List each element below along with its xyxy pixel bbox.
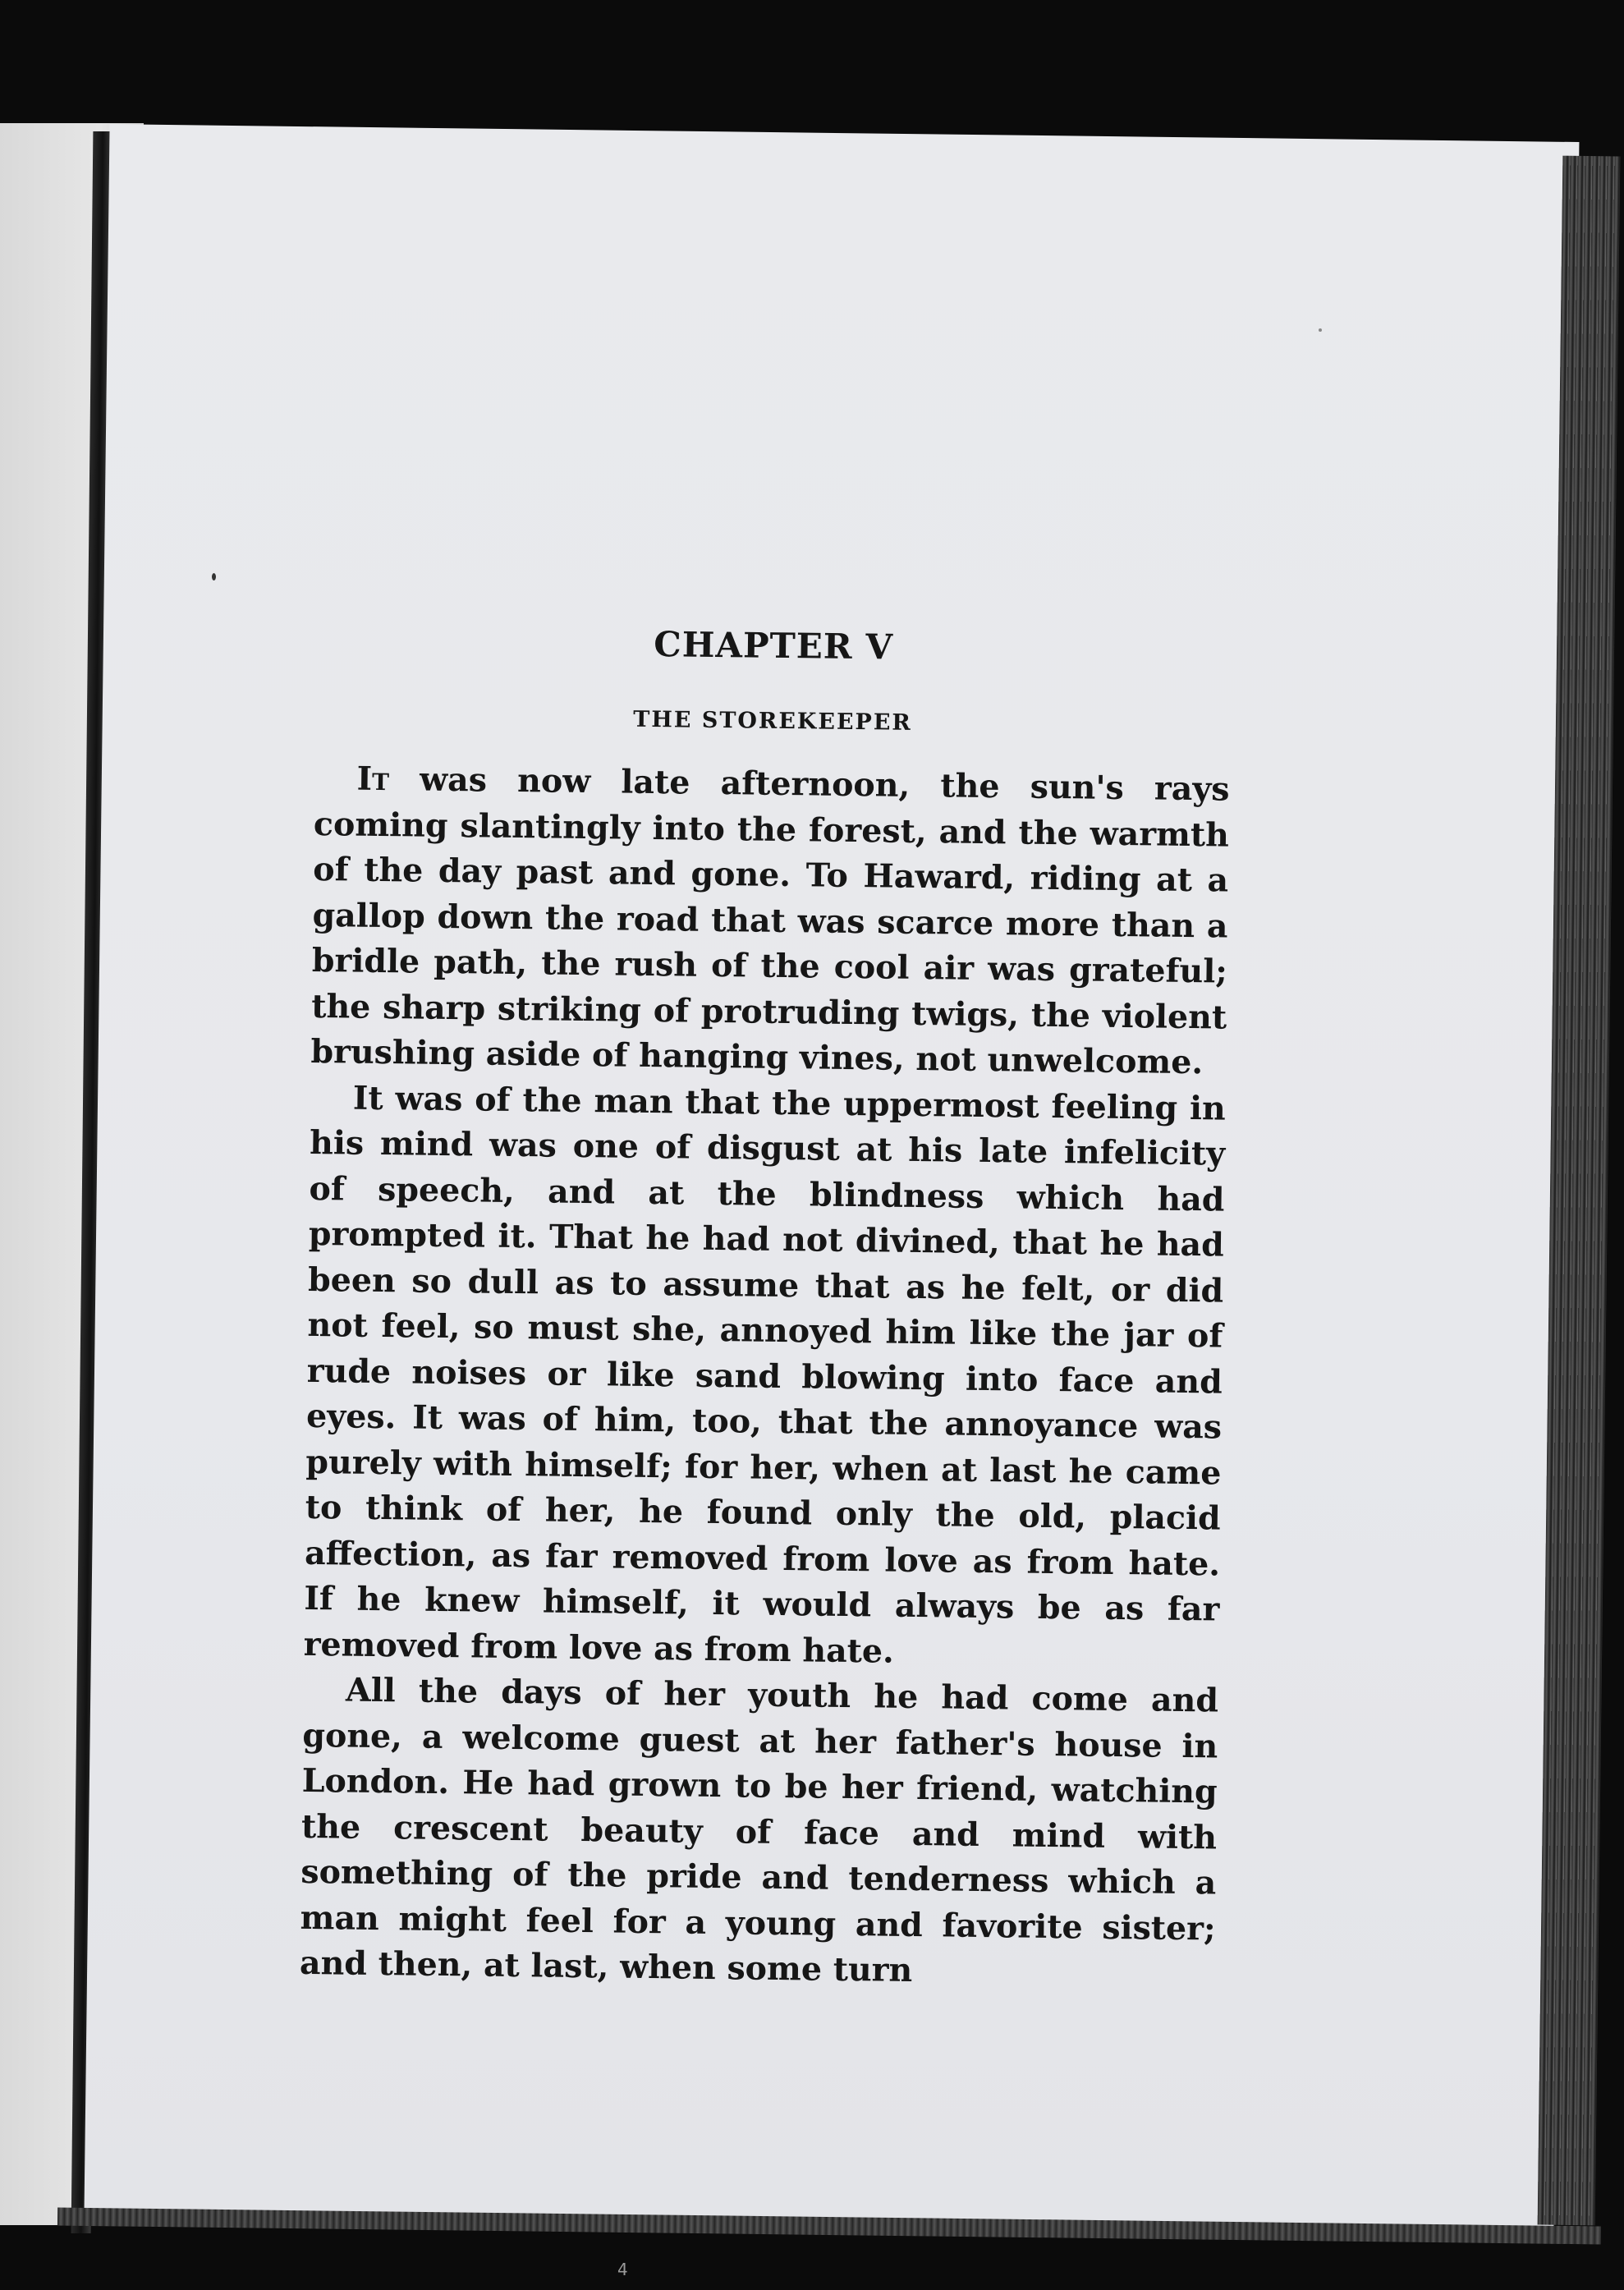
paragraph-text: was now late afternoon, the sun's rays coming slantingly into the forest, and the warmth of the day past and gone. To Haward, riding at a gallop down the road that was scarce more than a bridle path, the rush of the cool air was grateful; the sharp striking of protruding twigs, the violent brushing aside of hanging vines, not unwelcome. (310, 760, 1230, 1082)
dust-speck (1319, 328, 1322, 332)
paragraph-text: It was of the man that the uppermost feeling in his mind was one of disgust at his late infelicity of speech, and at the blindness which had prompted it. That he had not divined, that he had been so dull as to assume that as he felt, or did not feel, so must she, annoyed him like the jar of rude noises or like sand blowing into face and eyes. It was of him, too, that the annoyance was purely with himself; for her, when at last he came to think of her, he found only the old, placid affection, as far removed from love as from hate. If he knew himself, it would always be as far removed from love as from hate. (303, 1079, 1227, 1671)
dust-speck (212, 573, 216, 581)
chapter-title: CHAPTER V (654, 624, 894, 668)
drop-lead-word: It (356, 760, 390, 799)
page-text (300, 620, 1232, 1998)
paragraph (300, 1668, 1219, 1998)
paragraph (310, 756, 1230, 1086)
footer-mark: 4 (617, 2260, 628, 2279)
paragraph (303, 1075, 1226, 1678)
chapter-subtitle: THE STOREKEEPER (633, 706, 913, 736)
paragraph-text: All the days of her youth he had come and gone, a welcome guest at her father's house in London. He had grown to be her friend, watching the crescent beauty of face and mind with something of the pride and tenderness which a man might feel for a young and favorite sister; and then, at last, when some turn (299, 1671, 1219, 1989)
